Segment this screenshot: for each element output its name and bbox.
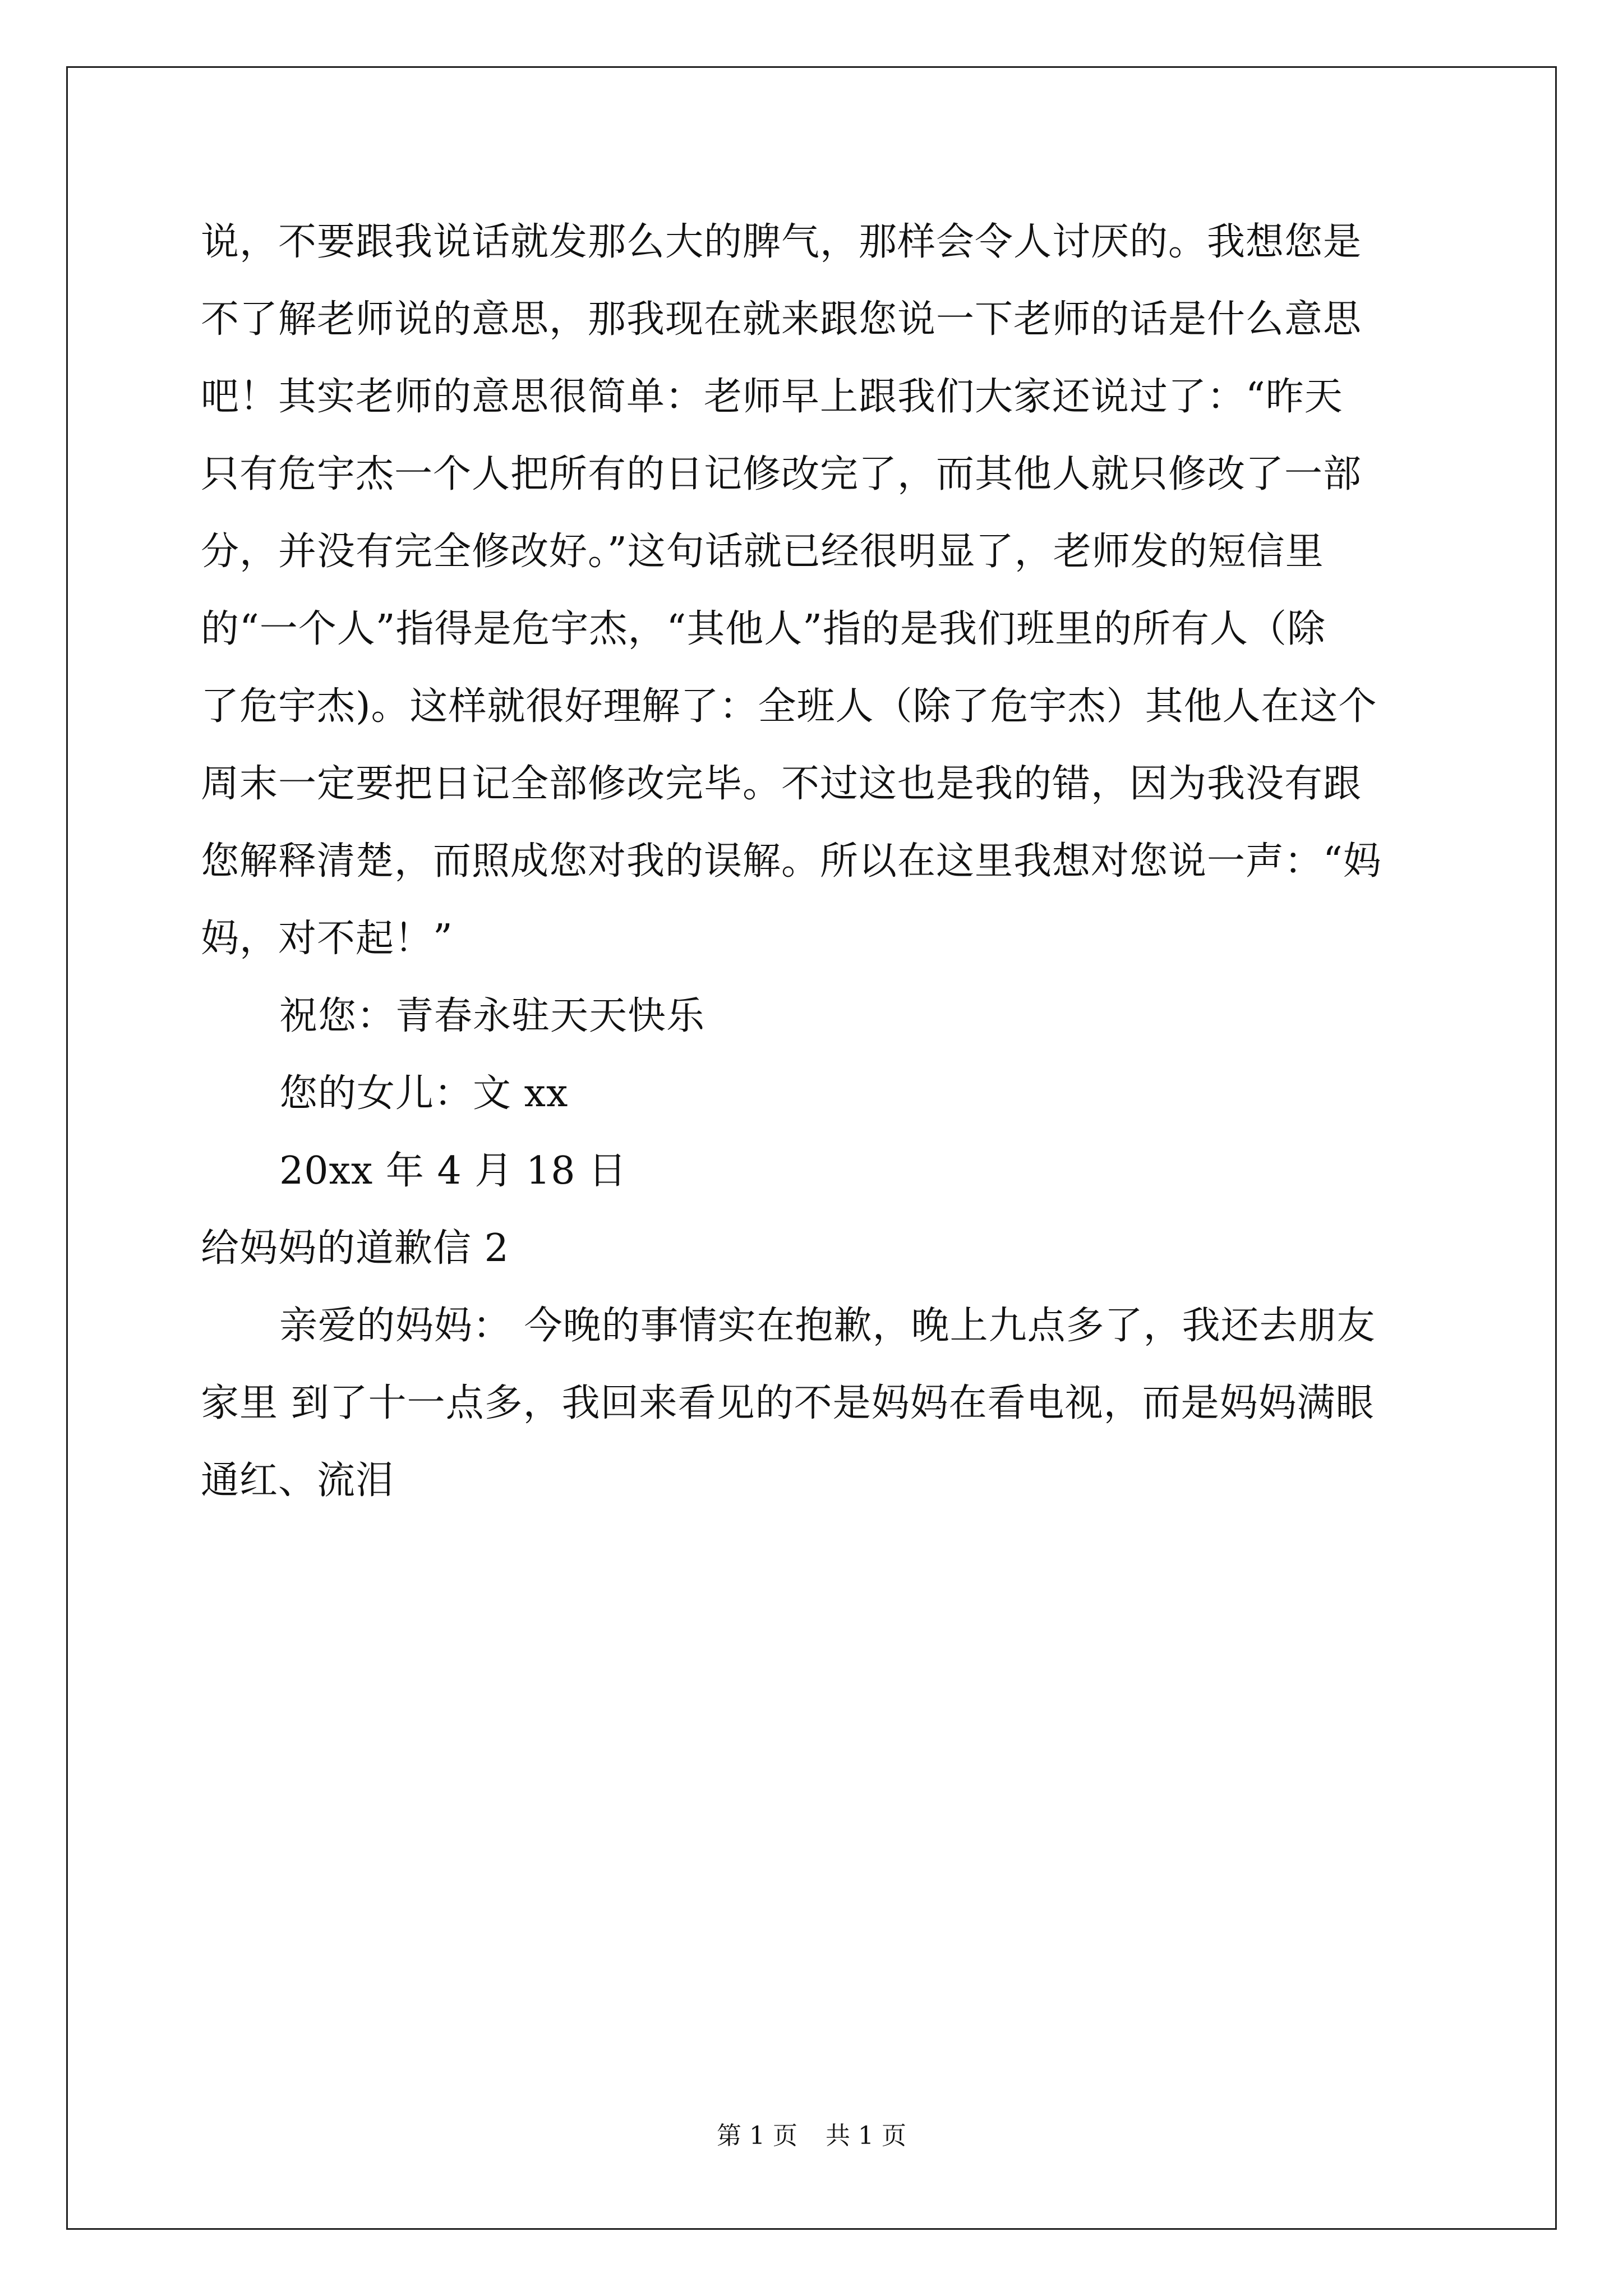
letter-2-line-3: 通红、流泪 <box>201 1458 395 1503</box>
body-line-10: 妈，对不起！” <box>201 917 453 961</box>
letter-2-title: 给妈妈的道歉信 2 <box>201 1226 509 1271</box>
body-line-1: 说，不要跟我说话就发那么大的脾气，那样会令人讨厌的。我想您是 <box>201 220 1362 264</box>
body-line-9: 您解释清楚，而照成您对我的误解。所以在这里我想对您说一声：“妈 <box>201 839 1382 884</box>
body-line-3: 吧！其实老师的意思很简单：老师早上跟我们大家还说过了：“昨天 <box>201 375 1343 419</box>
body-line-6: 的“一个人”指得是危宇杰，“其他人”指的是我们班里的所有人（除 <box>201 607 1326 651</box>
body-line-8: 周末一定要把日记全部修改完毕。不过这也是我的错，因为我没有跟 <box>201 762 1362 806</box>
page-total: 共 1 页 <box>826 2122 906 2150</box>
body-line-2: 不了解老师说的意思，那我现在就来跟您说一下老师的话是什么意思 <box>201 297 1362 342</box>
letter-date: 20xx 年 4 月 18 日 <box>279 1149 628 1193</box>
signature: 您的女儿：文 xx <box>279 1071 569 1116</box>
letter-2-line-2: 家里 到了十一点多，我回来看见的不是妈妈在看电视，而是妈妈满眼 <box>201 1381 1375 1425</box>
body-line-5: 分，并没有完全修改好。”这句话就已经很明显了，老师发的短信里 <box>201 530 1324 574</box>
body-line-4: 只有危宇杰一个人把所有的日记修改完了，而其他人就只修改了一部 <box>201 452 1362 496</box>
page-footer <box>0 2119 1623 2153</box>
body-line-7: 了危宇杰)。这样就很好理解了：全班人（除了危宇杰）其他人在这个 <box>201 684 1377 729</box>
page-number: 第 1 页 <box>717 2122 797 2150</box>
letter-2-line-1: 亲爱的妈妈： 今晚的事情实在抱歉，晚上九点多了，我还去朋友 <box>279 1304 1376 1348</box>
blessing: 祝您：青春永驻天天快乐 <box>279 994 706 1038</box>
